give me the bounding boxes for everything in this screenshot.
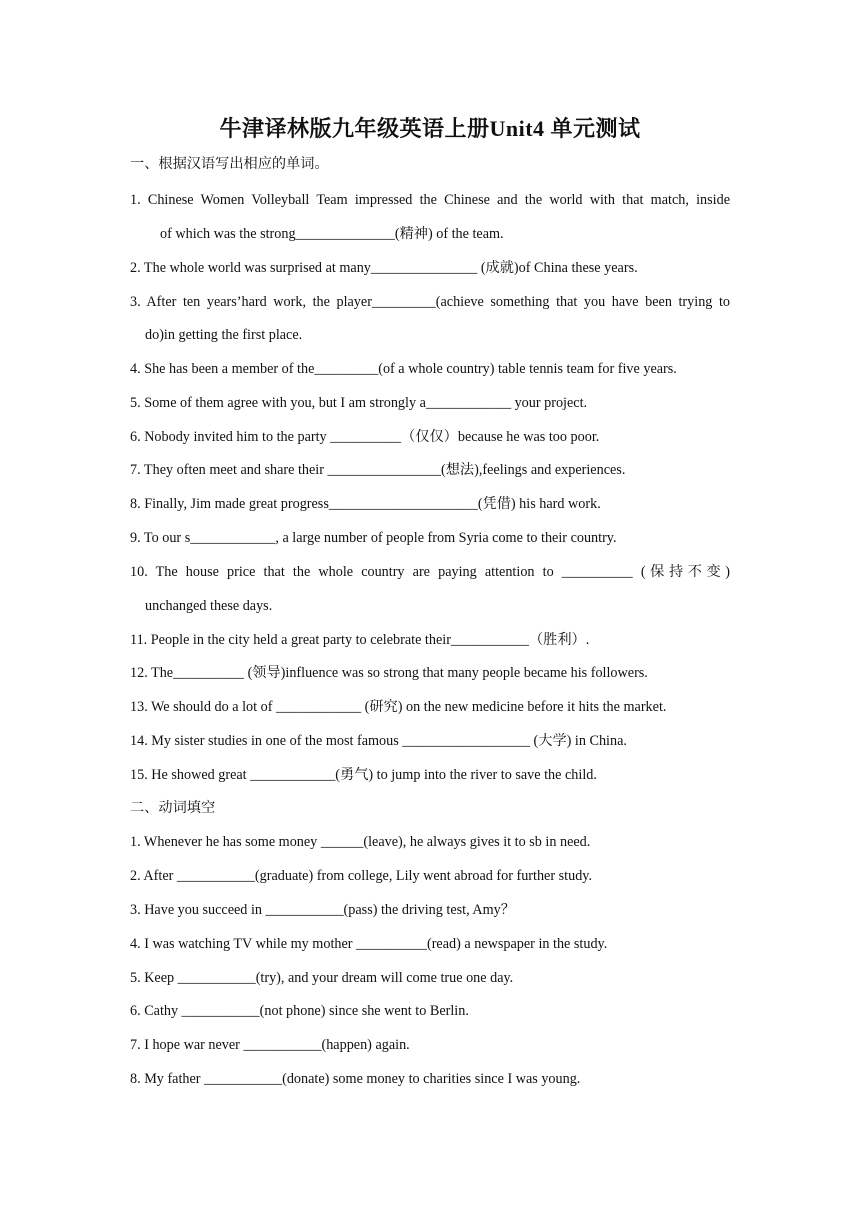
verb-question-3: 3. Have you succeed in ___________(pass) the driving test, Amy？ [130,902,515,918]
question-14: 14. My sister studies in one of the most famous __________________ (大学) in China. [130,733,627,749]
question-1-line-2: of which was the strong______________(精神) of the team. [160,226,504,242]
question-11: 11. People in the city held a great party to celebrate their___________（胜利）. [130,632,590,648]
verb-question-6: 6. Cathy ___________(not phone) since she went to Berlin. [130,1003,469,1019]
verb-question-4: 4. I was watching TV while my mother __________(read) a newspaper in the study. [130,936,608,952]
question-12: 12. The__________ (领导)influence was so strong that many people became his followers. [130,665,648,681]
verb-question-1: 1. Whenever he has some money ______(leave), he always gives it to sb in need. [130,834,591,850]
question-3-line-2: do)in getting the first place. [145,327,303,343]
question-13: 13. We should do a lot of ____________ (研究) on the new medicine before it hits the market. [130,699,667,715]
question-10-line-1: 10. The house price that the whole country are paying attention to __________ (保持不变) [130,564,730,580]
question-7: 7. They often meet and share their ________________(想法),feelings and experiences. [130,462,626,478]
page-title: 牛津译林版九年级英语上册Unit4 单元测试 [219,116,641,141]
section-2-heading: 二、动词填空 [130,800,216,816]
verb-question-5: 5. Keep ___________(try), and your dream will come true one day. [130,970,514,986]
question-5: 5. Some of them agree with you, but I am strongly a____________ your project. [130,395,588,411]
question-15: 15. He showed great ____________(勇气) to jump into the river to save the child. [130,767,597,783]
verb-question-7: 7. I hope war never ___________(happen) again. [130,1037,410,1053]
verb-question-2: 2. After ___________(graduate) from college, Lily went abroad for further study. [130,868,592,884]
question-9: 9. To our s____________, a large number of people from Syria come to their country. [130,530,617,546]
question-4: 4. She has been a member of the_________(of a whole country) table tennis team for five years. [130,361,677,377]
question-3-line-1: 3. After ten years’hard work, the player_________(achieve something that you have been trying to [130,294,730,310]
question-10-line-2: unchanged these days. [145,598,273,614]
question-2: 2. The whole world was surprised at many_______________ (成就)of China these years. [130,260,638,276]
question-8: 8. Finally, Jim made great progress_____________________(凭借) his hard work. [130,496,601,512]
verb-question-8: 8. My father ___________(donate) some money to charities since I was young. [130,1071,581,1087]
question-6: 6. Nobody invited him to the party __________（仅仅）because he was too poor. [130,429,600,445]
section-1-heading: 一、根据汉语写出相应的单词。 [130,156,329,172]
question-1-line-1: 1. Chinese Women Volleyball Team impressed the Chinese and the world with that match, inside [130,192,730,208]
